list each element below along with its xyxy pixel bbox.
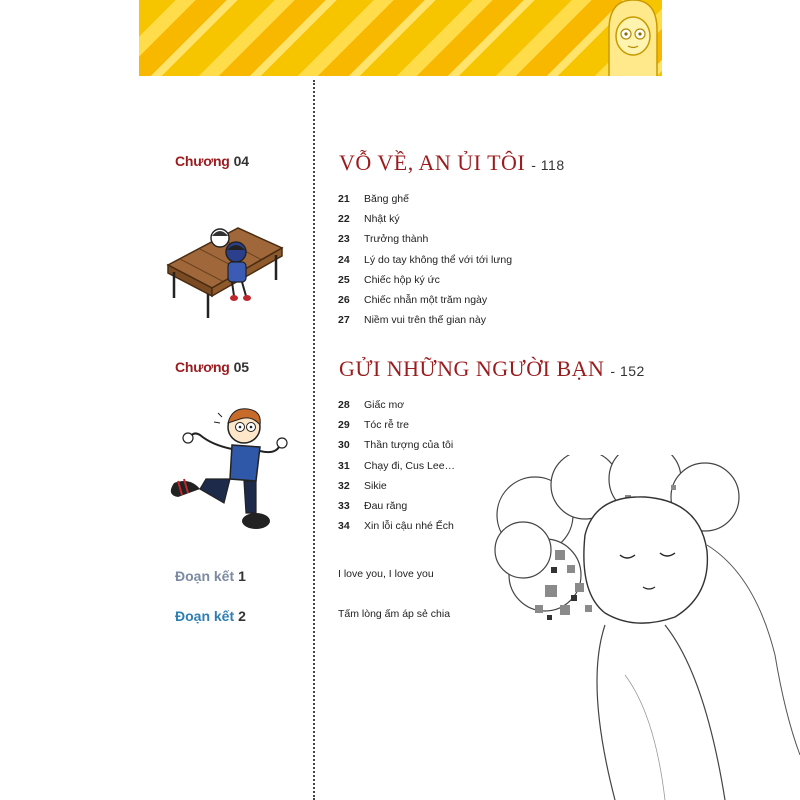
chapter-5-title-text: GỬI NHỮNG NGƯỜI BẠN [339,356,605,381]
entry-title: Giấc mơ [364,399,405,411]
entry-number: 21 [338,193,350,205]
list-item [338,310,512,330]
entry-number: 33 [338,499,350,512]
epilogue-2-label [175,608,246,624]
chapter-4-page: - 118 [531,157,565,173]
top-banner [139,0,662,76]
list-item [338,209,512,229]
running-boy-illustration [160,405,295,535]
entry-number: 23 [338,233,350,246]
entry-title: Niềm vui trên thế gian này [364,314,486,327]
chapter-4-label [175,153,249,169]
list-item [338,250,512,270]
entry-title: Trưởng thành [364,233,429,246]
entry-number: 22 [338,213,350,226]
chapter-5-label-num: 05 [233,359,249,375]
entry-number: 29 [338,419,350,432]
list-item [338,229,512,249]
epilogue-1-label-num: 1 [238,568,246,584]
entry-title: Lý do tay không thể với tới lưng [364,253,513,266]
epilogue-2-label-num: 2 [238,608,246,624]
entry-title: Thần tượng của tôi [364,439,454,452]
list-item [338,516,455,536]
entry-title: Chạy đi, Cus Lee… [364,459,456,472]
chapter-4-label-word: Chương [175,153,230,169]
entry-title: Tóc rễ tre [364,419,409,432]
list-item [338,415,455,435]
entry-number: 30 [338,439,350,452]
entry-number: 32 [338,479,350,492]
entry-title: Đau răng [364,499,408,512]
entry-number: 25 [338,273,350,286]
bench-illustration [160,210,290,325]
chapter-4-title-text: VỖ VỀ, AN ỦI TÔI [339,150,526,175]
entry-number: 24 [338,253,350,266]
entry-title: Chiếc hộp ký ức [364,273,440,286]
girl-illustration [475,455,800,800]
entry-title: Băng ghế [364,193,409,205]
entry-number: 28 [338,399,350,411]
entry-title: Chiếc nhẫn một trăm ngày [364,293,488,306]
entry-title: Xin lỗi cậu nhé Ếch [364,520,454,533]
list-item [338,456,455,476]
list-item [338,496,455,516]
chapter-5-page: - 152 [610,363,645,379]
list-item [338,395,455,415]
chapter-4-entries [338,189,512,330]
list-item [338,290,512,310]
list-item [338,476,455,496]
epilogue-1-label-word: Đoạn kết [175,568,235,584]
chapter-5-title [339,356,645,382]
chapter-5-label-word: Chương [175,359,230,375]
entry-number: 27 [338,314,350,327]
chapter-4-title [339,150,565,176]
entry-number: 31 [338,459,350,472]
chapter-4-label-num: 04 [233,153,249,169]
epilogue-1-title: I love you, I love you [338,568,434,580]
entry-number: 34 [338,520,350,533]
entry-title: Sikie [364,479,387,492]
chapter-5-label [175,359,249,375]
epilogue-2-title: Tấm lòng ấm áp sẻ chia [338,608,451,620]
list-item [338,189,512,209]
entry-title: Nhật ký [364,213,400,226]
epilogue-2-label-word: Đoạn kết [175,608,235,624]
entry-number: 26 [338,293,350,306]
list-item [338,435,455,455]
epilogue-1-label [175,568,246,584]
character-face-illustration [601,0,662,76]
chapter-5-entries [338,395,455,536]
list-item [338,270,512,290]
dotted-divider [313,80,315,800]
